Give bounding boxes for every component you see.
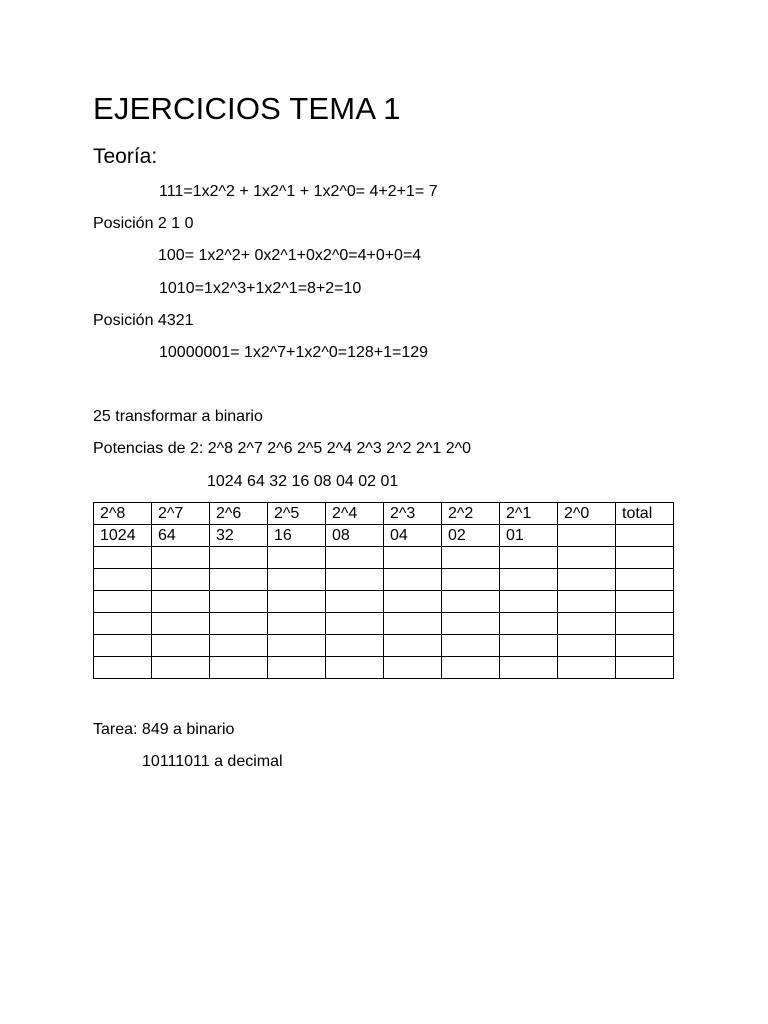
table-header-cell: total <box>616 503 674 525</box>
table-cell <box>500 657 558 679</box>
table-cell: 1024 <box>94 525 152 547</box>
table-cell <box>384 613 442 635</box>
table-cell <box>500 591 558 613</box>
table-cell <box>268 591 326 613</box>
table-cell <box>326 657 384 679</box>
text-line: 111=1x2^2 + 1x2^1 + 1x2^0= 4+2+1= 7 <box>159 183 438 200</box>
table-cell <box>616 591 674 613</box>
table-cell <box>152 547 210 569</box>
table-cell <box>210 635 268 657</box>
powers-table <box>93 502 674 679</box>
table-cell <box>558 591 616 613</box>
table-row <box>94 547 674 569</box>
table-cell <box>442 635 500 657</box>
table-cell: 16 <box>268 525 326 547</box>
table-cell <box>500 635 558 657</box>
text-line: 10000001= 1x2^7+1x2^0=128+1=129 <box>159 344 429 361</box>
table-header-cell: 2^5 <box>268 503 326 525</box>
table-cell <box>558 613 616 635</box>
table-cell <box>384 657 442 679</box>
table-cell <box>442 657 500 679</box>
table-row <box>94 657 674 679</box>
table-cell <box>326 547 384 569</box>
table-cell <box>94 613 152 635</box>
table-cell <box>558 657 616 679</box>
table-cell <box>94 547 152 569</box>
table-cell <box>326 613 384 635</box>
table-cell <box>152 635 210 657</box>
table-cell <box>326 635 384 657</box>
table-cell <box>268 635 326 657</box>
text-line: 1024 64 32 16 08 04 02 01 <box>207 473 399 490</box>
table-cell <box>326 591 384 613</box>
table-cell <box>442 547 500 569</box>
table-cell <box>268 613 326 635</box>
table-cell <box>500 569 558 591</box>
table-header-cell: 2^8 <box>94 503 152 525</box>
table-cell <box>384 635 442 657</box>
table-cell <box>500 547 558 569</box>
table-cell <box>384 569 442 591</box>
table-row <box>94 591 674 613</box>
table-cell <box>94 569 152 591</box>
table-cell <box>558 547 616 569</box>
table-cell <box>500 613 558 635</box>
table-cell: 08 <box>326 525 384 547</box>
table-cell <box>384 591 442 613</box>
table-row <box>94 569 674 591</box>
table-header-cell: 2^1 <box>500 503 558 525</box>
text-line: 25 transformar a binario <box>93 408 263 425</box>
text-line: Posición 2 1 0 <box>93 215 194 232</box>
table-cell <box>558 635 616 657</box>
table-cell <box>616 525 674 547</box>
table-cell <box>94 635 152 657</box>
text-line: 1010=1x2^3+1x2^1=8+2=10 <box>159 280 362 297</box>
table-header-cell: 2^4 <box>326 503 384 525</box>
table-cell <box>152 657 210 679</box>
table-cell <box>268 547 326 569</box>
table-cell: 02 <box>442 525 500 547</box>
text-line: 100= 1x2^2+ 0x2^1+0x2^0=4+0+0=4 <box>158 247 422 264</box>
table-cell <box>94 657 152 679</box>
section-heading: Teoría: <box>93 145 158 168</box>
table-cell <box>210 569 268 591</box>
table-cell <box>152 591 210 613</box>
homework-line: Tarea: 849 a binario <box>93 721 235 738</box>
table-cell <box>210 613 268 635</box>
table-cell <box>558 569 616 591</box>
page-title: EJERCICIOS TEMA 1 <box>93 91 401 126</box>
homework-line: 10111011 a decimal <box>142 753 283 770</box>
table-cell <box>616 569 674 591</box>
table-header-row <box>94 503 674 525</box>
table-header-cell: 2^0 <box>558 503 616 525</box>
table-cell <box>442 591 500 613</box>
table-cell <box>268 657 326 679</box>
table-header-cell: 2^2 <box>442 503 500 525</box>
table-cell <box>442 613 500 635</box>
table-cell <box>616 657 674 679</box>
table-cell <box>94 591 152 613</box>
table-cell <box>384 547 442 569</box>
table-cell: 01 <box>500 525 558 547</box>
table-cell <box>616 635 674 657</box>
table-header-cell: 2^3 <box>384 503 442 525</box>
table-cell <box>442 569 500 591</box>
table-cell <box>616 547 674 569</box>
table-cell: 32 <box>210 525 268 547</box>
table-cell <box>152 613 210 635</box>
text-line: Potencias de 2: 2^8 2^7 2^6 2^5 2^4 2^3 2^2 2^1 2^0 <box>93 440 472 457</box>
table-cell <box>152 569 210 591</box>
table-cell <box>210 657 268 679</box>
table-cell <box>210 547 268 569</box>
table-row <box>94 525 674 547</box>
table-cell <box>326 569 384 591</box>
table-cell <box>268 569 326 591</box>
table-cell: 04 <box>384 525 442 547</box>
table-row <box>94 613 674 635</box>
table-cell <box>616 613 674 635</box>
table-header-cell: 2^6 <box>210 503 268 525</box>
table-cell <box>558 525 616 547</box>
table-header-cell: 2^7 <box>152 503 210 525</box>
table-cell <box>210 591 268 613</box>
text-line: Posición 4321 <box>93 312 194 329</box>
table-cell: 64 <box>152 525 210 547</box>
table-row <box>94 635 674 657</box>
